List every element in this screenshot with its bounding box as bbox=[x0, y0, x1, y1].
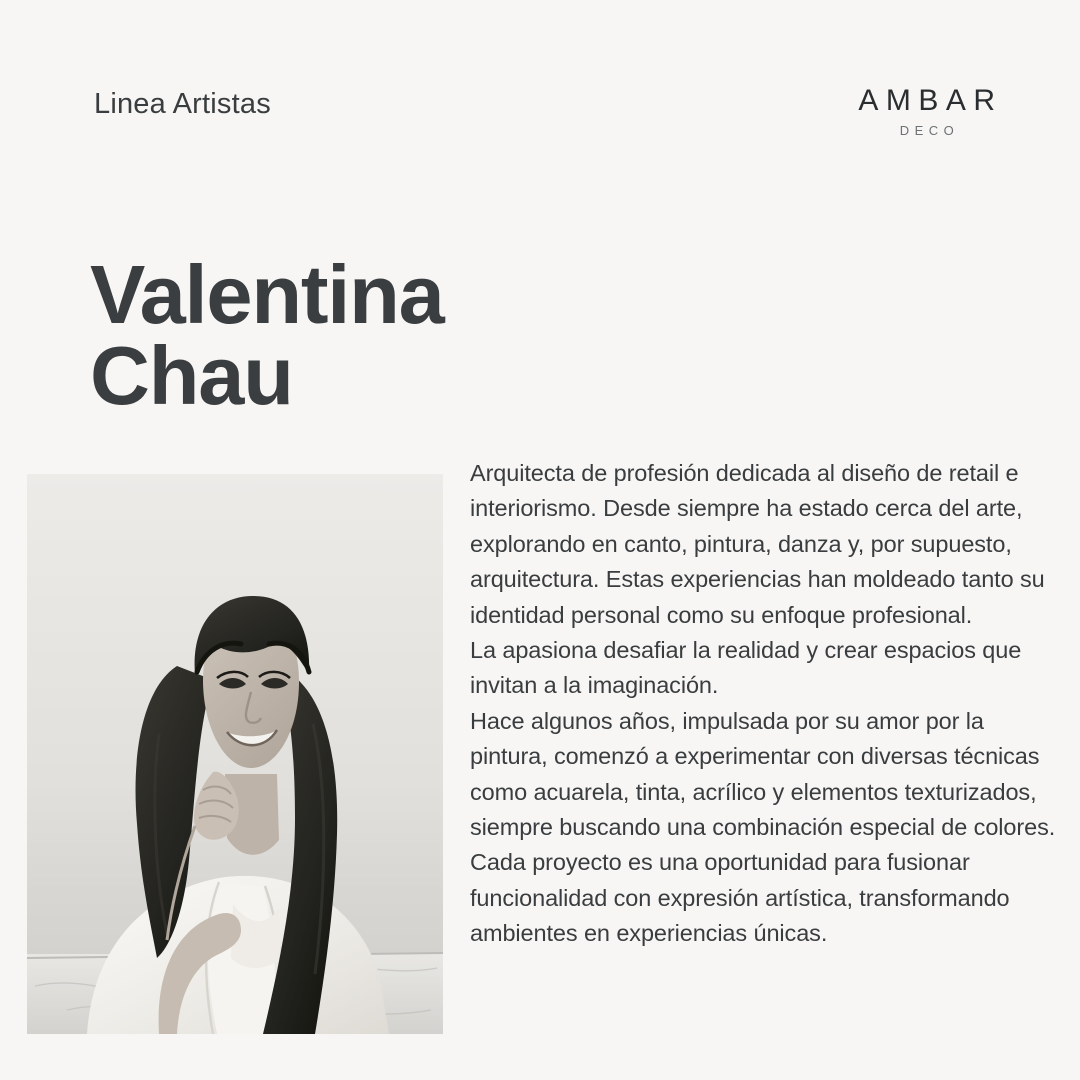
bio-paragraph: Cada proyecto es una oportunidad para fusionar funcionalidad con expresión artística, transformando ambientes en experiencias únicas. bbox=[470, 849, 1010, 947]
artist-name bbox=[90, 248, 444, 422]
bio-paragraph: Arquitecta de profesión dedicada al diseño de retail e interiorismo. Desde siempre ha estado cerca del arte, explorando en canto, pintura, danza y, por supuesto, arquitectura. Estas experiencias han moldeado tanto su identidad personal como su enfoque profesional. bbox=[470, 460, 1045, 628]
eyebrow-label: Linea Artistas bbox=[94, 88, 271, 120]
bio-paragraph: La apasiona desafiar la realidad y crear espacios que invitan a la imaginación. bbox=[470, 637, 1022, 699]
bio-paragraph: Hace algunos años, impulsada por su amor por la pintura, comenzó a experimentar con diversas técnicas como acuarela, tinta, acrílico y elementos texturizados, siempre buscando una combinación especial de colores. bbox=[470, 707, 1056, 841]
artist-bio bbox=[470, 456, 1060, 952]
artist-portrait bbox=[27, 474, 443, 1034]
brand-name: AMBAR bbox=[858, 84, 1003, 117]
brand-logo bbox=[832, 86, 1022, 138]
artist-last-name: Chau bbox=[90, 328, 293, 422]
brand-subtitle: DECO bbox=[899, 123, 960, 138]
portrait-illustration bbox=[27, 474, 443, 1034]
artist-first-name: Valentina bbox=[90, 248, 444, 341]
